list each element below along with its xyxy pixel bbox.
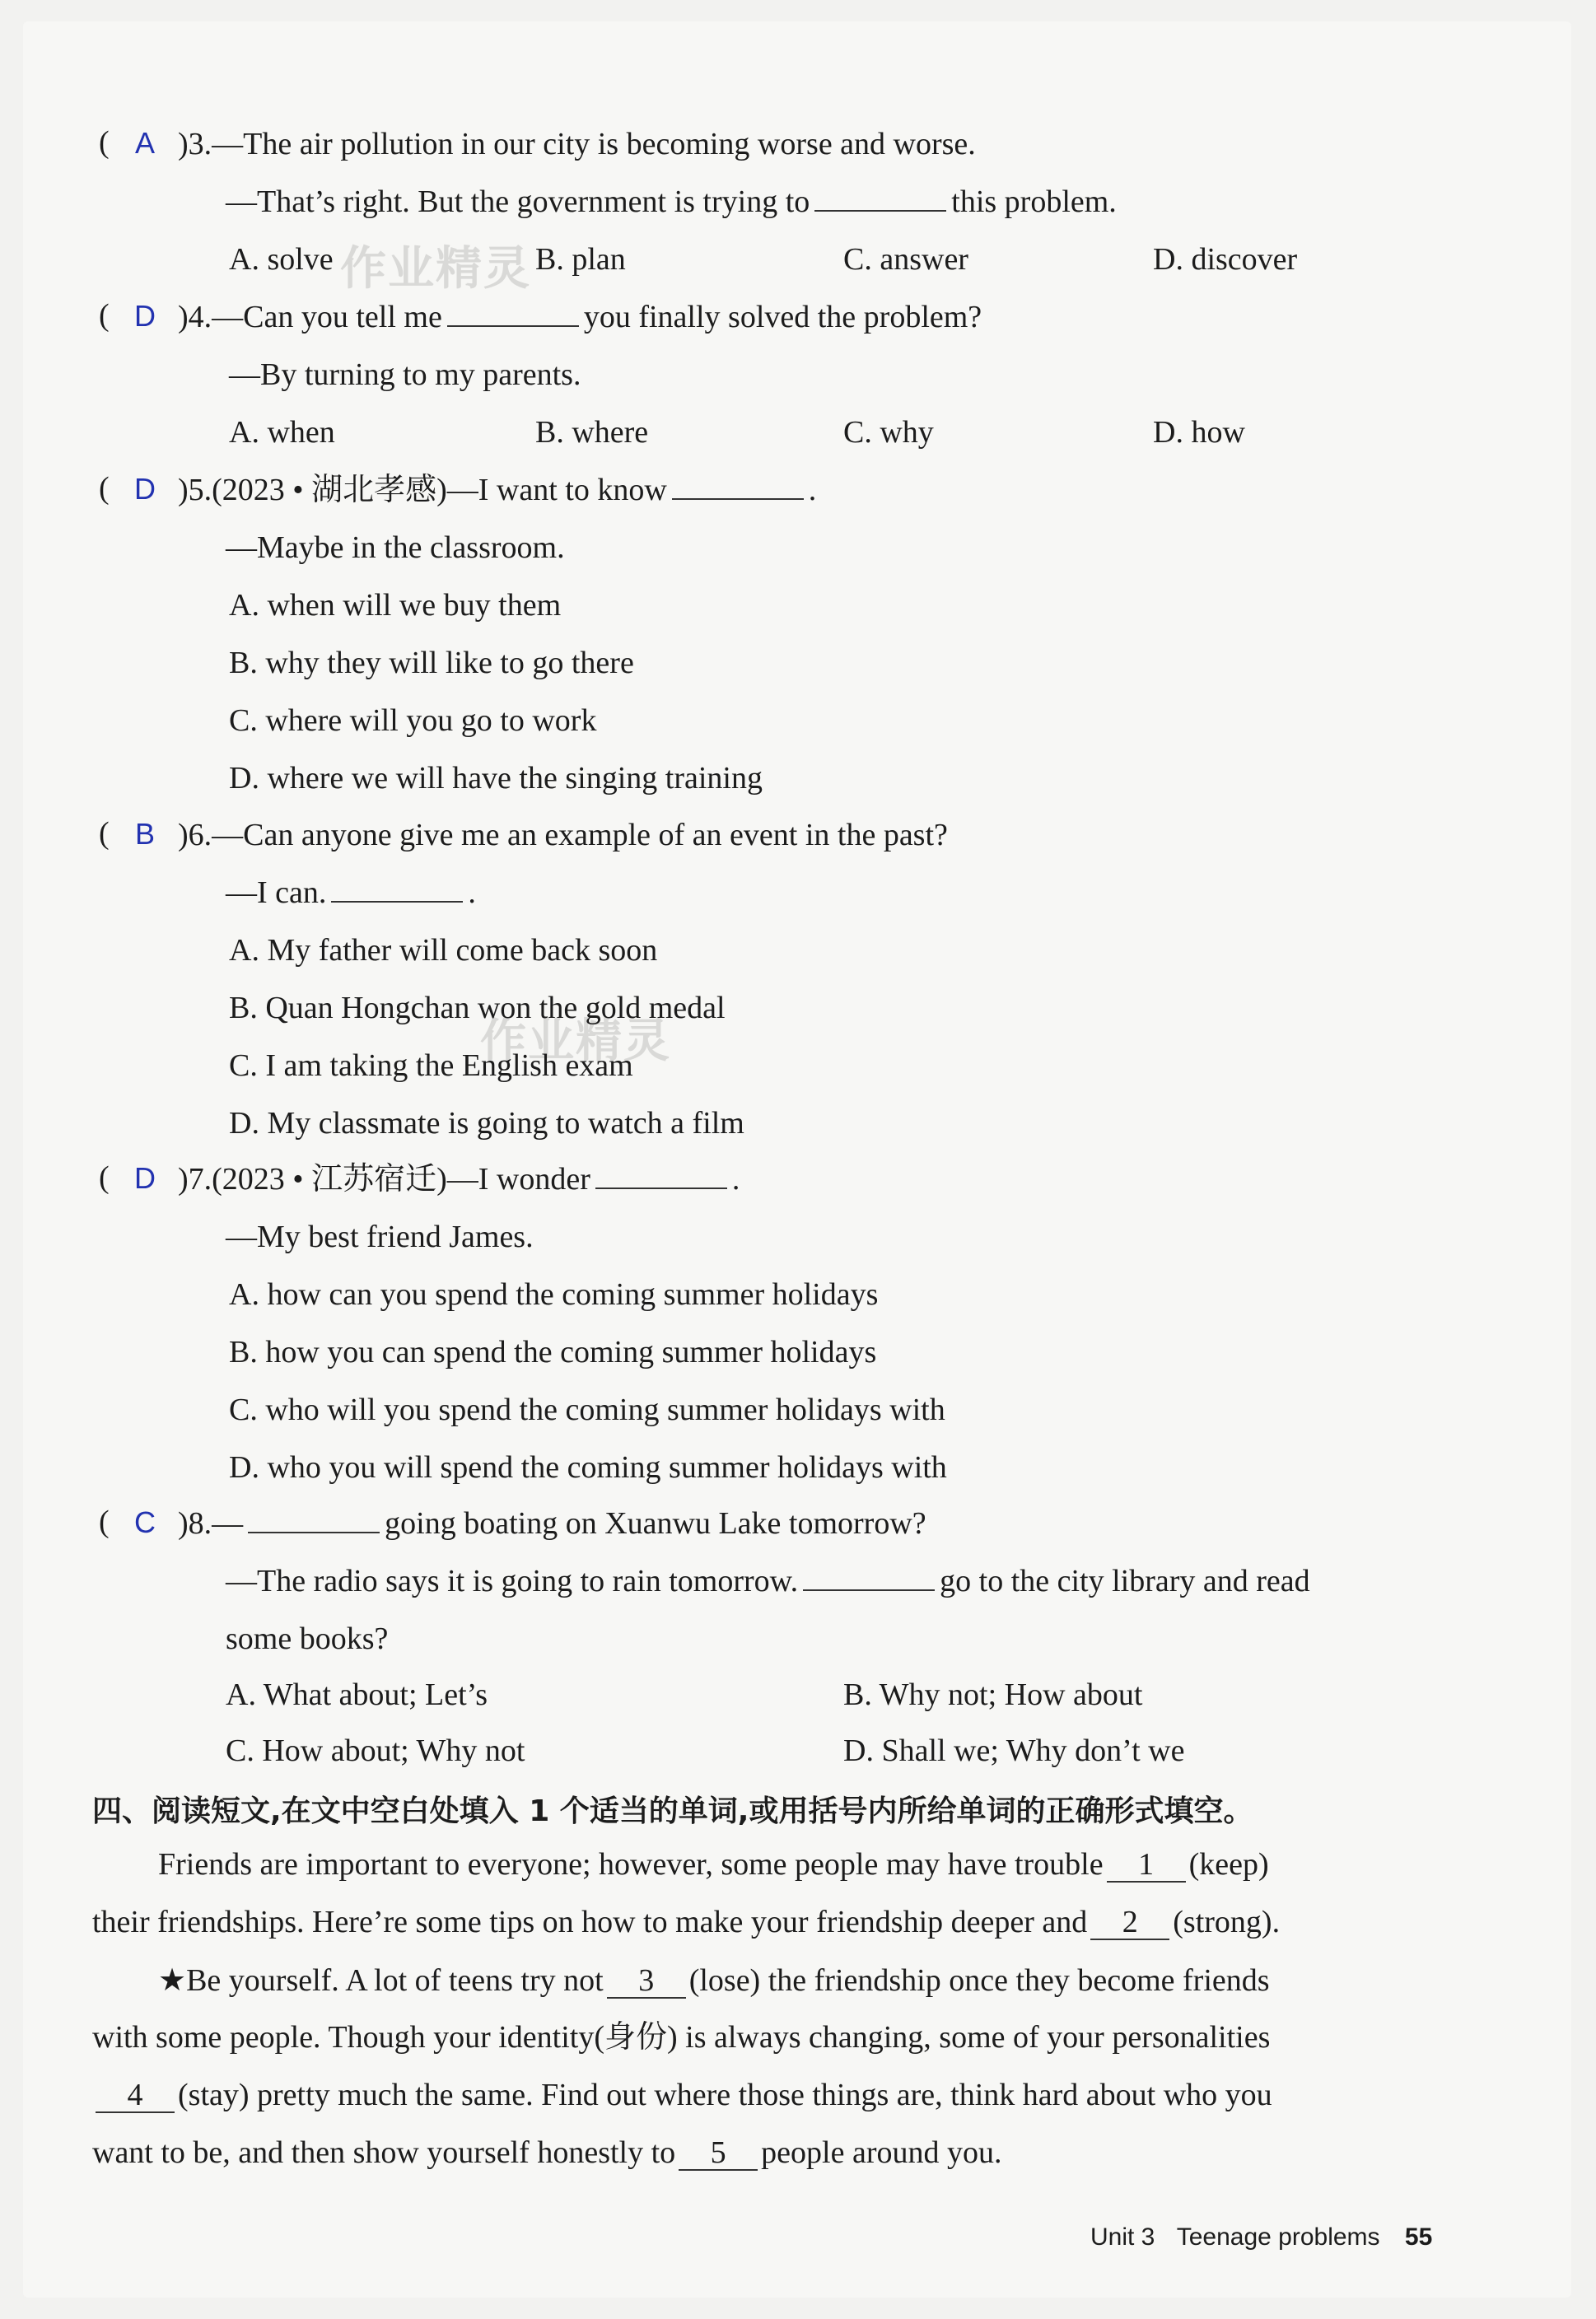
option-a: A. when — [229, 415, 335, 450]
paren-open: ( — [99, 125, 110, 160]
answer-8: C — [134, 1505, 156, 1539]
blank — [814, 182, 946, 212]
unit-label: Unit 3 — [1090, 2223, 1155, 2251]
blank — [595, 1160, 727, 1189]
option-b: B. Quan Hongchan won the gold medal — [229, 991, 726, 1025]
worksheet-page — [23, 21, 1571, 2298]
blank — [803, 1561, 935, 1591]
question-7-response: —My best friend James. — [226, 1220, 534, 1254]
blank — [672, 470, 804, 500]
question-5-stem: )5.(2023 • 湖北孝感)—I want to know . — [178, 470, 816, 510]
blank-1: 1 — [1107, 1848, 1186, 1883]
option-d: D. My classmate is going to watch a film — [229, 1106, 744, 1141]
answer-5: D — [134, 472, 156, 506]
option-a: A. how can you spend the coming summer holidays — [229, 1277, 879, 1312]
passage-line-6: want to be, and then show yourself honestly to 5 people around you. — [92, 2135, 1002, 2170]
passage-line-2: their friendships. Here’re some tips on how to make your friendship deeper and 2 (strong). — [92, 1905, 1281, 1939]
question-7-stem: )7.(2023 • 江苏宿迁)—I wonder . — [178, 1160, 740, 1199]
option-c: C. How about; Why not — [226, 1733, 525, 1768]
question-6-response: —I can. . — [226, 873, 476, 912]
passage-line-1: Friends are important to everyone; however, some people may have trouble 1 (keep) — [158, 1847, 1269, 1882]
option-d: D. who you will spend the coming summer holidays with — [229, 1450, 947, 1485]
section-heading: 四、阅读短文,在文中空白处填入 1 个适当的单词,或用括号内所给单词的正确形式填空。 — [92, 1794, 1253, 1828]
option-a: A. when will we buy them — [229, 588, 562, 623]
passage-line-4: with some people. Though your identity(身份) is always changing, some of your personalities — [92, 2020, 1271, 2055]
option-c: C. where will you go to work — [229, 703, 597, 738]
page-number: 55 — [1404, 2223, 1433, 2251]
option-a: A. solve — [229, 242, 334, 277]
option-b: B. Why not; How about — [843, 1677, 1143, 1712]
watermark-logo: 作业精灵 — [340, 242, 531, 296]
option-c: C. why — [843, 415, 934, 450]
paren-open: ( — [99, 471, 110, 506]
unit-title: Teenage problems — [1176, 2223, 1380, 2251]
passage-line-3: ★Be yourself. A lot of teens try not 3 (lose) the friendship once they become friends — [158, 1962, 1270, 1998]
option-c: C. who will you spend the coming summer holidays with — [229, 1393, 945, 1427]
question-3-stem: )3.—The air pollution in our city is becoming worse and worse. — [178, 127, 976, 161]
blank-4: 4 — [96, 2079, 175, 2113]
option-c: C. answer — [843, 242, 968, 277]
question-8-stem: )8.— going boating on Xuanwu Lake tomorrow? — [178, 1504, 926, 1543]
star-icon: ★ — [158, 1962, 187, 1998]
question-6-stem: )6.—Can anyone give me an example of an event in the past? — [178, 818, 948, 852]
blank — [331, 873, 463, 903]
question-3-response: —That’s right. But the government is trying to this problem. — [226, 182, 1117, 222]
answer-4: D — [134, 299, 156, 333]
watermark-logo-2: 作业精灵 — [480, 1015, 671, 1068]
option-b: B. plan — [535, 242, 626, 277]
option-d: D. Shall we; Why don’t we — [843, 1733, 1185, 1768]
answer-3: A — [134, 126, 155, 160]
option-b: B. how you can spend the coming summer holidays — [229, 1335, 877, 1369]
blank-3: 3 — [607, 1964, 686, 1999]
option-d: D. where we will have the singing training — [229, 761, 763, 796]
blank — [248, 1504, 380, 1533]
option-d: D. discover — [1153, 242, 1298, 277]
question-8-response-cont: some books? — [226, 1621, 389, 1656]
option-d: D. how — [1153, 415, 1245, 450]
question-4-stem: )4.—Can you tell me you finally solved the problem? — [178, 297, 982, 337]
option-b: B. where — [535, 415, 649, 450]
question-5-response: —Maybe in the classroom. — [226, 530, 565, 565]
option-b: B. why they will like to go there — [229, 646, 634, 680]
option-a: A. What about; Let’s — [226, 1677, 488, 1712]
page-footer — [1090, 2223, 1432, 2251]
blank-5: 5 — [679, 2136, 758, 2171]
passage-line-5: 4 (stay) pretty much the same. Find out where those things are, think hard about who you — [92, 2075, 1272, 2115]
question-8-response: —The radio says it is going to rain tomorrow. go to the city library and read — [226, 1561, 1310, 1601]
option-a: A. My father will come back soon — [229, 933, 658, 968]
answer-6: B — [134, 817, 155, 851]
question-4-response: —By turning to my parents. — [229, 357, 581, 392]
paren-open: ( — [99, 1160, 110, 1195]
blank — [447, 297, 579, 327]
paren-open: ( — [99, 298, 110, 333]
paren-open: ( — [99, 1505, 110, 1539]
answer-7: D — [134, 1161, 156, 1195]
blank-2: 2 — [1090, 1906, 1169, 1940]
paren-open: ( — [99, 816, 110, 851]
option-c: C. I am taking the English exam — [229, 1048, 633, 1083]
